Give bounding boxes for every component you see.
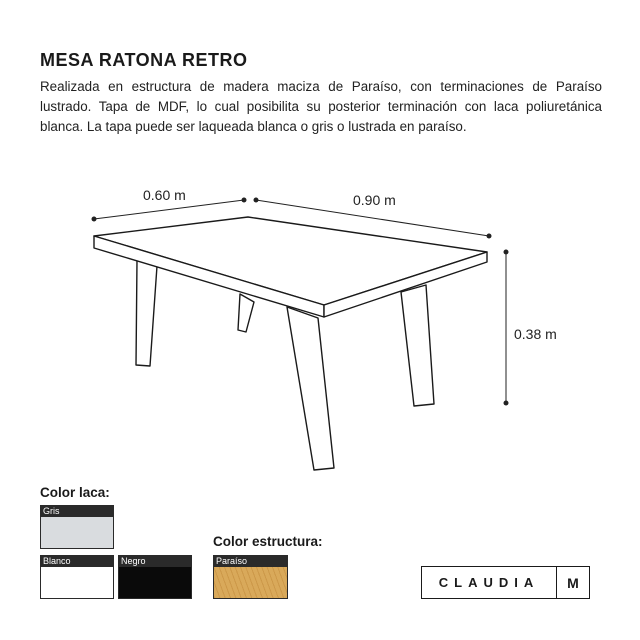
swatch-gris[interactable]: [40, 505, 114, 549]
product-description: Realizada en estructura de madera maciza de Paraíso, con terminaciones de Paraíso lustrado. Tapa de MDF, lo cual posibilita su posterior terminación con laca poliuretánica blanca. La tapa puede ser laqueada blanca o gris o lustrada en paraíso.: [40, 79, 602, 134]
swatch-blanco[interactable]: [40, 555, 114, 599]
swatch-negro-label: Negro: [119, 556, 191, 567]
swatch-blanco-label: Blanco: [41, 556, 113, 567]
product-title: MESA RATONA RETRO: [40, 50, 248, 70]
dimension-height-label: 0.38 m: [514, 326, 557, 342]
swatch-gris-label: Gris: [41, 506, 113, 517]
table-outline: [94, 217, 487, 470]
table-leg-right: [401, 285, 434, 406]
swatch-paraiso-label: Paraíso: [214, 556, 287, 567]
color-laca-heading: Color laca:: [40, 485, 110, 500]
color-estructura-heading: Color estructura:: [213, 534, 323, 549]
dimension-depth-label: 0.60 m: [143, 187, 186, 203]
brand-mark: M: [567, 574, 579, 591]
swatch-paraiso[interactable]: [213, 555, 288, 599]
swatch-negro[interactable]: [118, 555, 192, 599]
dimension-width-label: 0.90 m: [353, 192, 396, 208]
table-leg-back-left: [238, 294, 254, 332]
brand-name: CLAUDIA: [422, 567, 557, 598]
brand-logo: [421, 566, 590, 599]
table-leg-left: [136, 260, 157, 366]
table-leg-front: [287, 307, 334, 470]
dimension-line-height: [504, 250, 509, 406]
